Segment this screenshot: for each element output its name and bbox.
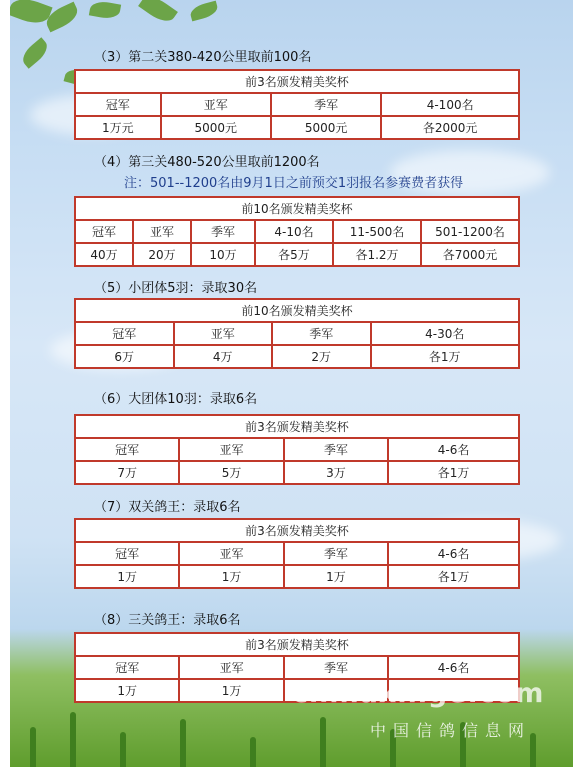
rank-cell: 冠军: [75, 322, 174, 345]
rank-cell: 冠军: [75, 220, 133, 243]
prize-table: [74, 414, 520, 485]
rank-cell: 亚军: [179, 542, 283, 565]
prize-cell: 7万: [75, 461, 179, 484]
watermark-domain: chinaxinge.com: [292, 678, 545, 709]
prize-table: [74, 196, 520, 267]
rank-cell: 季军: [272, 322, 371, 345]
section-note: 注：501--1200名由9月1日之前预交1羽报名参赛费者获得: [124, 176, 464, 191]
prize-cell: 10万: [191, 243, 255, 266]
rank-cell: 4-6名: [388, 438, 519, 461]
prize-cell: 5000元: [161, 116, 271, 139]
prize-cell: 各1万: [371, 345, 520, 368]
rank-cell: 4-30名: [371, 322, 520, 345]
table-row: [75, 345, 519, 368]
rank-cell: 亚军: [133, 220, 191, 243]
prize-cell: 3万: [284, 461, 388, 484]
table-header: 前3名颁发精美奖杯: [75, 519, 519, 542]
table-row: [75, 220, 519, 243]
prize-cell: 1万元: [75, 116, 161, 139]
section-title: （5）小团体5羽：录取30名: [94, 281, 258, 296]
prize-cell: 40万: [75, 243, 133, 266]
rank-cell: 季军: [271, 93, 381, 116]
rank-cell: 11-500名: [333, 220, 421, 243]
rank-cell: 501-1200名: [421, 220, 519, 243]
prize-table: [74, 69, 520, 140]
table-header: 前3名颁发精美奖杯: [75, 415, 519, 438]
rank-cell: 4-100名: [381, 93, 519, 116]
section-title: （7）双关鸽王：录取6名: [94, 500, 241, 515]
prize-table: [74, 518, 520, 589]
rank-cell: 亚军: [179, 656, 283, 679]
table-row: [75, 322, 519, 345]
prize-cell: 5万: [179, 461, 283, 484]
table-row: [75, 93, 519, 116]
prize-cell: 4万: [174, 345, 273, 368]
table-row: [75, 542, 519, 565]
watermark-name: 中国信鸽信息网: [370, 721, 532, 740]
rank-cell: 季军: [191, 220, 255, 243]
prize-cell: 各1.2万: [333, 243, 421, 266]
table-row: [75, 656, 519, 679]
prize-cell: 各7000元: [421, 243, 519, 266]
table-row: [75, 243, 519, 266]
prize-cell: 1万: [179, 565, 283, 588]
prize-cell: 5000元: [271, 116, 381, 139]
prize-cell: 1万: [75, 565, 179, 588]
prize-cell: 1万: [179, 679, 283, 702]
table-header: 前10名颁发精美奖杯: [75, 197, 519, 220]
rank-cell: 4-6名: [388, 656, 519, 679]
rank-cell: 冠军: [75, 93, 161, 116]
table-row: [75, 438, 519, 461]
rank-cell: 冠军: [75, 542, 179, 565]
prize-table: [74, 298, 520, 369]
section-title: （8）三关鸽王：录取6名: [94, 613, 241, 628]
table-header: 前3名颁发精美奖杯: [75, 70, 519, 93]
section-title: （3）第二关380-420公里取前100名: [94, 50, 312, 65]
table-row: [75, 116, 519, 139]
rank-cell: 亚军: [179, 438, 283, 461]
table-header: 前3名颁发精美奖杯: [75, 633, 519, 656]
rank-cell: 亚军: [161, 93, 271, 116]
rank-cell: 季军: [284, 438, 388, 461]
prize-cell: 各1万: [388, 565, 519, 588]
rank-cell: 季军: [284, 656, 388, 679]
rank-cell: 冠军: [75, 438, 179, 461]
rank-cell: 4-6名: [388, 542, 519, 565]
table-row: [75, 565, 519, 588]
prize-cell: 1万: [284, 565, 388, 588]
section-title: （4）第三关480-520公里取前1200名: [94, 155, 320, 170]
prize-cell: 各2000元: [381, 116, 519, 139]
prize-cell: 各1万: [388, 461, 519, 484]
prize-cell: 1万: [75, 679, 179, 702]
prize-cell: 2万: [272, 345, 371, 368]
prize-cell: 各5万: [255, 243, 333, 266]
rank-cell: 冠军: [75, 656, 179, 679]
rank-cell: 亚军: [174, 322, 273, 345]
prize-cell: 6万: [75, 345, 174, 368]
table-header: 前10名颁发精美奖杯: [75, 299, 519, 322]
rank-cell: 季军: [284, 542, 388, 565]
section-title: （6）大团体10羽：录取6名: [94, 392, 258, 407]
prize-cell: 20万: [133, 243, 191, 266]
rank-cell: 4-10名: [255, 220, 333, 243]
table-row: [75, 461, 519, 484]
